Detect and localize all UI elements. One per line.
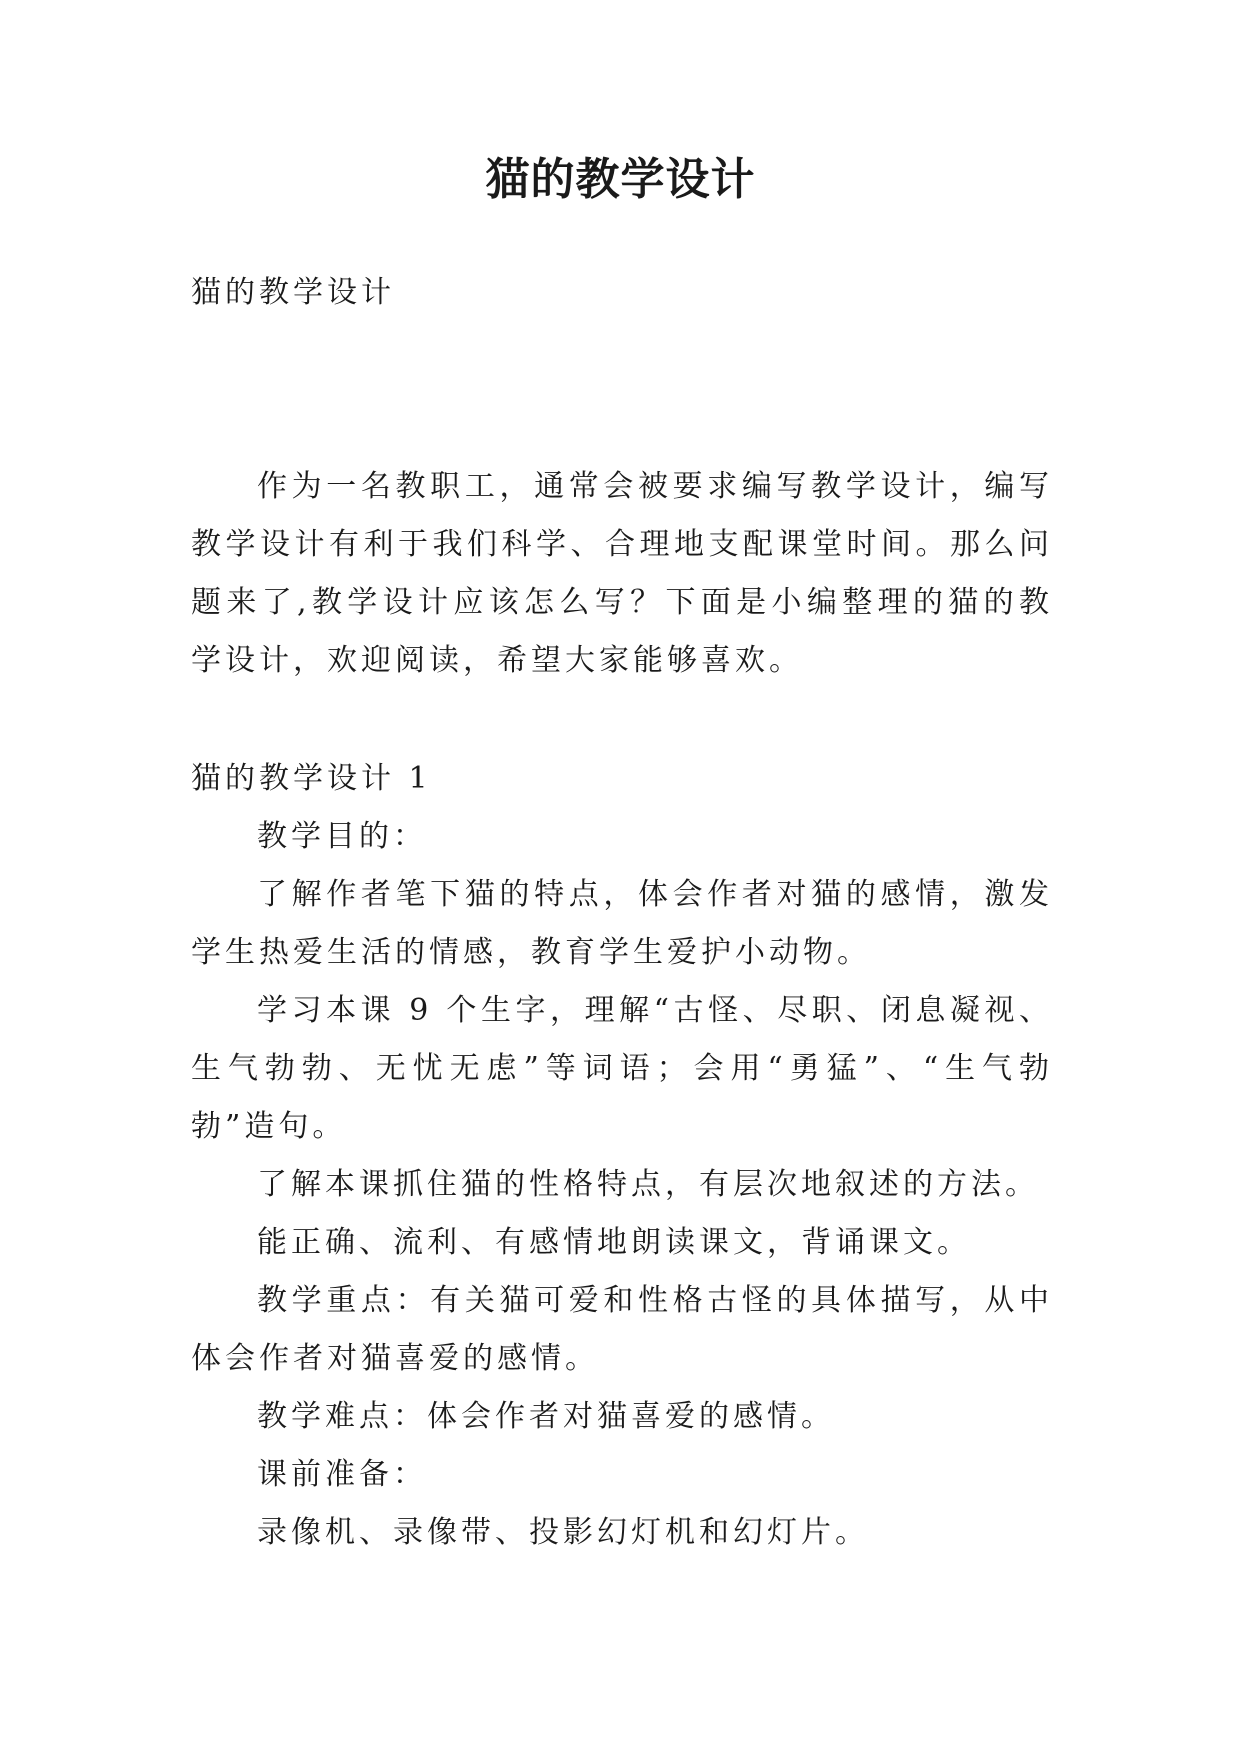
section-heading: 猫的教学设计 1 <box>191 761 432 796</box>
paragraph-teaching-goals: 教学目的： <box>257 819 427 854</box>
paragraph-goal-3: 了解本课抓住猫的性格特点，有层次地叙述的方法。 <box>257 1167 1039 1202</box>
paragraph-preparation-heading: 课前准备： <box>257 1457 427 1492</box>
paragraph-key-points: 教学重点：有关猫可爱和性格古怪的具体描写，从中体会作者对猫喜爱的感情。 <box>191 1283 1053 1376</box>
document-subtitle: 猫的教学设计 <box>191 275 395 310</box>
paragraph-difficulty: 教学难点：体会作者对猫喜爱的感情。 <box>257 1399 835 1434</box>
paragraph-goal-2: 学习本课 9 个生字，理解“古怪、尽职、闭息凝视、生气勃勃、无忧无虑”等词语；会用“勇猛”、“生气勃勃”造句。 <box>191 993 1053 1144</box>
paragraph-goal-4: 能正确、流利、有感情地朗读课文，背诵课文。 <box>257 1225 971 1260</box>
paragraph-goal-1: 了解作者笔下猫的特点，体会作者对猫的感情，激发学生热爱生活的情感，教育学生爱护小动物。 <box>191 877 1053 970</box>
paragraph-preparation-items: 录像机、录像带、投影幻灯机和幻灯片。 <box>257 1515 869 1550</box>
document-title: 猫的教学设计 <box>485 154 756 205</box>
intro-paragraph: 作为一名教职工，通常会被要求编写教学设计，编写教学设计有利于我们科学、合理地支配课堂时间。那么问题来了,教学设计应该怎么写？下面是小编整理的猫的教学设计，欢迎阅读，希望大家能够喜欢。 <box>191 469 1053 678</box>
